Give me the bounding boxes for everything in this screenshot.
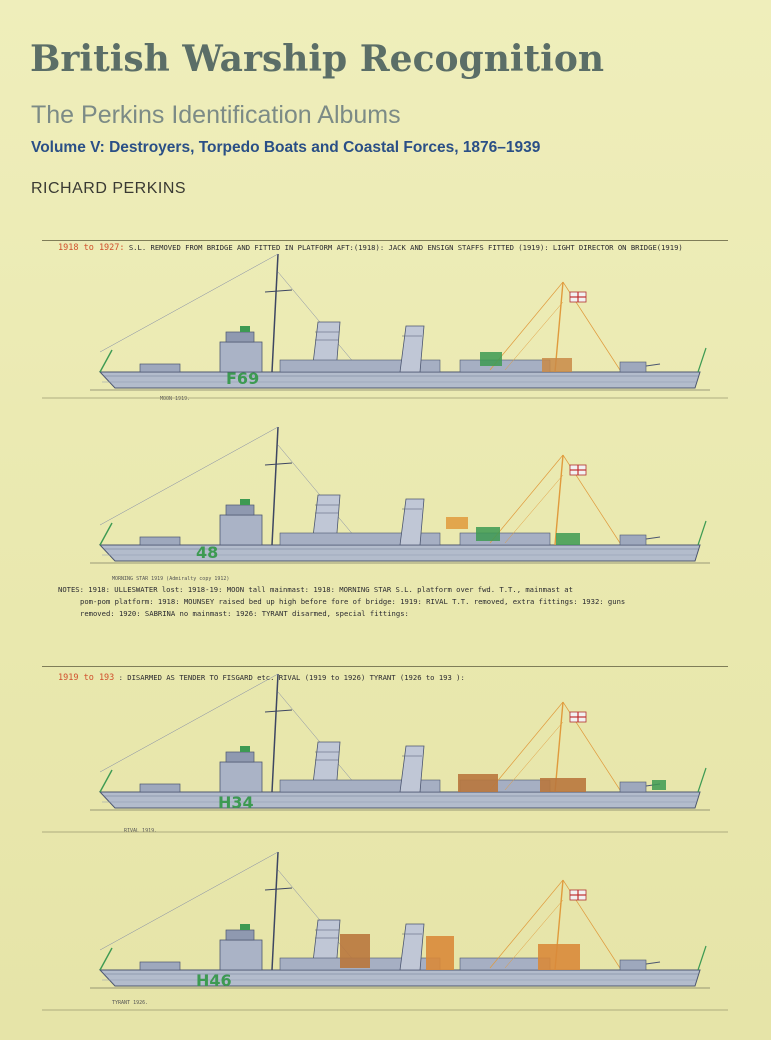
notes-line-3: removed: 1920: SABRINA no mainmast: 1926: TYRANT disarmed, special fittings: xyxy=(80,609,409,618)
pennant-4: H46 xyxy=(196,971,232,990)
book-title: British Warship Recognition xyxy=(30,38,605,80)
ship-drawing-3 xyxy=(90,674,710,810)
plate1-date-range: 1918 to 1927: xyxy=(58,243,125,253)
caption-1: MOON 1919. xyxy=(160,396,191,402)
ship-drawing-4 xyxy=(90,852,710,988)
pennant-1: F69 xyxy=(226,369,260,388)
caption-2: MORNING STAR 1919 (Admiralty copy 1912) xyxy=(112,576,230,582)
pennant-3: H34 xyxy=(218,793,254,812)
plate2-header-text: : DISARMED AS TENDER TO FISGARD etc. RIVAL (1919 to 1926) TYRANT (1926 to 193 ): xyxy=(118,673,465,682)
notes-label: NOTES: xyxy=(58,585,84,594)
author-name: RICHARD PERKINS xyxy=(31,180,187,197)
ship-drawing-1 xyxy=(90,254,710,390)
plate2-date-range: 1919 to 193 xyxy=(58,673,115,683)
notes-text-1: 1918: ULLESWATER lost: 1918-19: MOON tall mainmast: 1918: MORNING STAR S.L. platform over fwd. T.T., mainmast at xyxy=(88,585,573,594)
caption-4: TYRANT 1926. xyxy=(112,1000,149,1006)
ship-drawing-2 xyxy=(90,427,710,563)
plate1-header-text: S.L. REMOVED FROM BRIDGE AND FITTED IN PLATFORM AFT:(1918): JACK AND ENSIGN STAFFS FITTED (1919): LIGHT DIRECTOR ON BRIDGE(1919) xyxy=(128,243,683,252)
volume-title: Volume V: Destroyers, Torpedo Boats and Coastal Forces, 1876–1939 xyxy=(31,139,541,156)
notes-line-2: pom-pom platform: 1918: MOUNSEY raised bed up high before fore of bridge: 1919: RIVAL T.T. removed, extra fittings: 1932: guns xyxy=(80,597,626,606)
pennant-2: 48 xyxy=(196,543,219,562)
caption-3: RIVAL 1919. xyxy=(124,828,158,834)
book-subtitle: The Perkins Identification Albums xyxy=(31,101,401,129)
